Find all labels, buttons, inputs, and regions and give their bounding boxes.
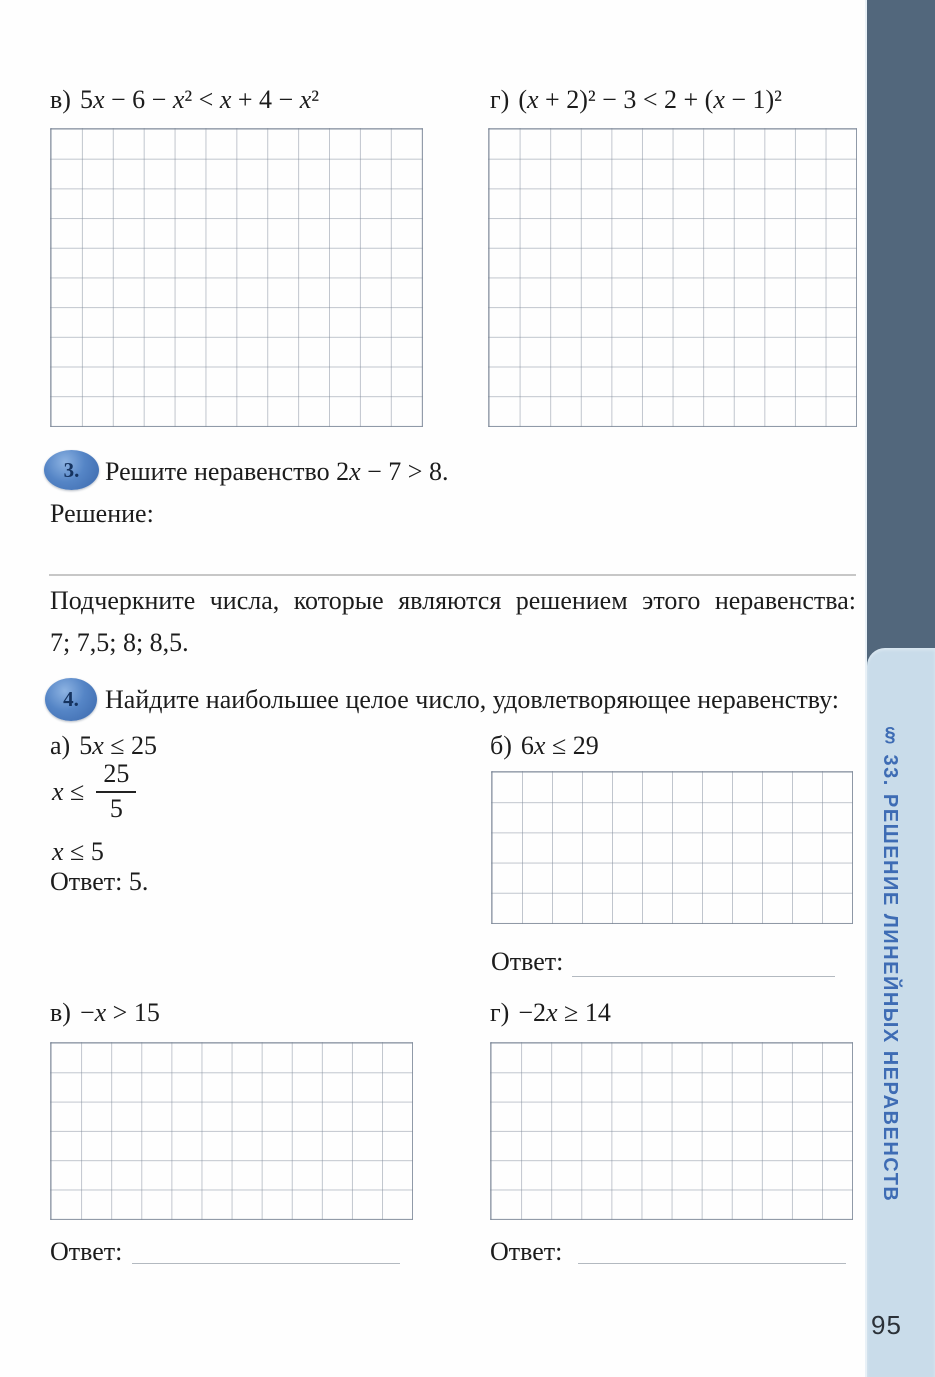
- task4-item-v-answer-label: Ответ:: [50, 1237, 123, 1266]
- task3-numbers-line: 7; 7,5; 8; 8,5.: [50, 628, 189, 657]
- answer-blank-item-b: [572, 976, 835, 977]
- answer-blank-item-g: [578, 1263, 846, 1264]
- task4-item-b-header: [490, 730, 599, 763]
- exercise-g-label: г): [490, 85, 510, 114]
- task3-solution-label: Решение:: [50, 499, 154, 528]
- graph-grid-exercise-v: [50, 128, 423, 427]
- task4-item-a-solution-step1: [52, 760, 136, 823]
- solution-writing-line: [49, 574, 856, 576]
- task4-item-v-header: [50, 997, 160, 1030]
- task4-text: Найдите наибольшее целое число, удовлетворяющее неравенству:: [105, 685, 839, 714]
- task4-item-b-expression: 6x ≤ 29: [520, 731, 599, 760]
- work-grid-item-b: [491, 771, 853, 924]
- answer-blank-item-v: [132, 1263, 400, 1264]
- fraction-denominator: 5: [109, 793, 123, 823]
- task4-item-v-label: в): [50, 998, 71, 1027]
- exercise-v-expression: 5x − 6 − x² < x + 4 − x²: [79, 85, 320, 114]
- page-number: 95: [871, 1310, 902, 1340]
- task4-item-a-solution-step2: x ≤ 5: [52, 837, 104, 866]
- fraction: [96, 760, 136, 823]
- exercise-g-header: [490, 84, 782, 117]
- work-grid-item-g: [490, 1042, 853, 1220]
- task3-number: 3.: [63, 457, 80, 482]
- task4-item-g-answer-label: Ответ:: [490, 1237, 563, 1266]
- task3-underline-prompt: Подчеркните числа, которые являются решением этого неравенства:: [50, 586, 856, 615]
- task4-item-a-label: а): [50, 731, 71, 760]
- task4-item-g-expression: −2x ≥ 14: [518, 998, 611, 1027]
- task3-number-badge: [44, 450, 99, 490]
- task4-number-badge: [45, 678, 97, 721]
- task4-item-g-label: г): [490, 998, 510, 1027]
- exercise-v-header: [50, 84, 319, 117]
- task4-item-a-expression: 5x ≤ 25: [79, 731, 158, 760]
- work-grid-item-v: [50, 1042, 413, 1220]
- task4-item-v-expression: −x > 15: [79, 998, 160, 1027]
- task4-item-b-label: б): [490, 731, 512, 760]
- solution-prefix: x ≤: [52, 776, 85, 806]
- exercise-v-label: в): [50, 85, 71, 114]
- section-title-vertical: § 33. РЕШЕНИЕ ЛИНЕЙНЫХ НЕРАВЕНСТВ: [879, 724, 901, 1203]
- task4-item-a-answer: Ответ: 5.: [50, 867, 149, 896]
- task4-item-b-answer-label: Ответ:: [491, 947, 564, 976]
- graph-grid-exercise-g: [488, 128, 857, 427]
- task4-item-a-header: [50, 730, 157, 763]
- fraction-numerator: 25: [96, 760, 136, 793]
- task4-item-g-header: [490, 997, 611, 1030]
- exercise-g-expression: (x + 2)² − 3 < 2 + (x − 1)²: [518, 85, 782, 114]
- task3-text: Решите неравенство 2x − 7 > 8.: [105, 457, 449, 486]
- task4-number: 4.: [63, 687, 79, 711]
